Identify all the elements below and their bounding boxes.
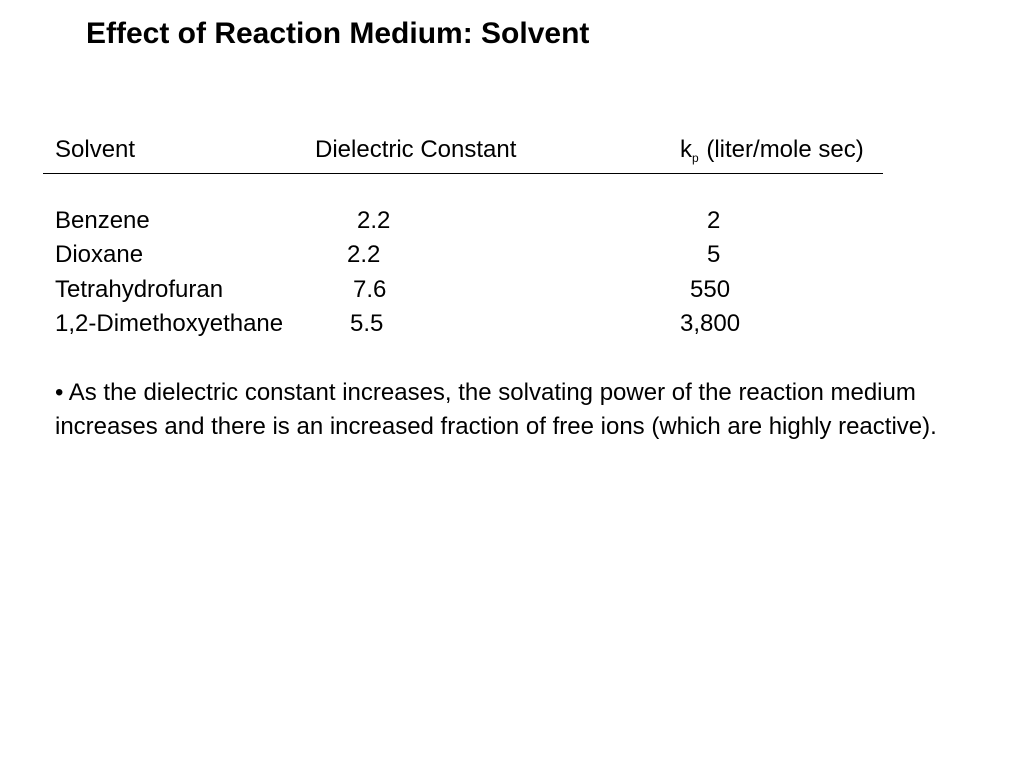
row-dme-solvent: 1,2-Dimethoxyethane [55, 310, 284, 337]
slide-title: Effect of Reaction Medium: Solvent [86, 17, 590, 50]
bullet-point-text: • As the dielectric constant increases, the solvating power of the reaction medium increases and there is an increased fraction of free ions (which are highly reactive). [55, 379, 937, 440]
row-benzene-kp: 2 [707, 207, 721, 234]
header-kp-subscript: p [692, 151, 699, 165]
header-kp-units: (liter/mole sec) [699, 136, 864, 163]
row-benzene-dielectric: 2.2 [357, 207, 391, 234]
row-dioxane-solvent: Dioxane [55, 241, 144, 268]
row-dme-dielectric: 5.5 [350, 310, 384, 337]
row-thf-solvent: Tetrahydrofuran [55, 276, 224, 303]
header-dielectric-constant: Dielectric Constant [315, 136, 517, 163]
header-kp-symbol: k [680, 136, 692, 163]
header-divider [43, 173, 883, 174]
header-kp [680, 133, 864, 170]
row-benzene-solvent: Benzene [55, 207, 150, 234]
header-solvent: Solvent [55, 136, 136, 163]
row-dioxane-dielectric: 2.2 [347, 241, 381, 268]
row-dioxane-kp: 5 [707, 241, 721, 268]
row-thf-kp: 550 [690, 276, 731, 303]
row-dme-kp: 3,800 [680, 310, 741, 337]
row-thf-dielectric: 7.6 [353, 276, 387, 303]
